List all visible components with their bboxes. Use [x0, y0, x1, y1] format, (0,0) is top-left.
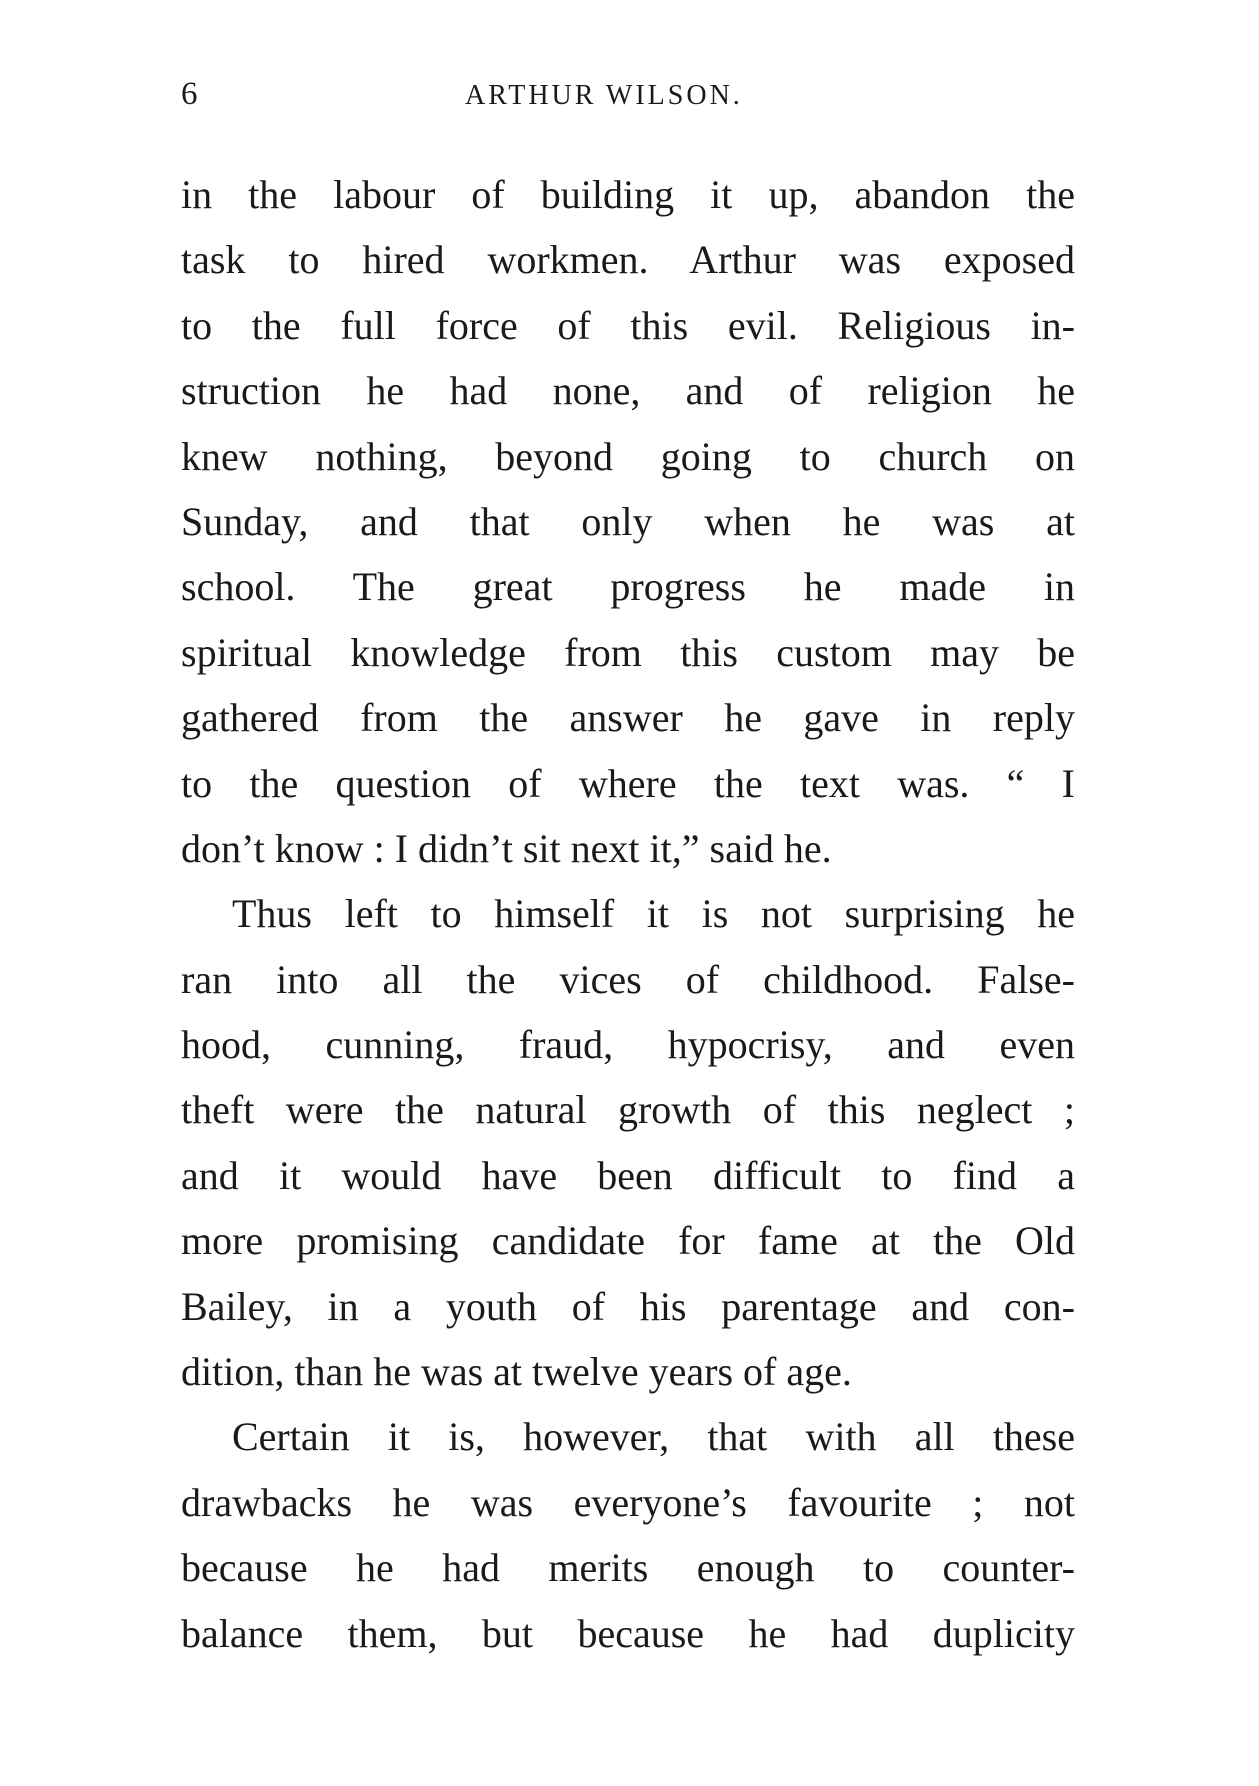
text-line: ran into all the vices of childhood. False-	[181, 956, 1075, 1002]
text-line: in the labour of building it up, abandon the	[181, 172, 1075, 217]
paragraph-2	[181, 881, 1075, 1404]
text-line: Bailey, in a youth of his parentage and con-	[181, 1283, 1075, 1329]
text-line: school. The great progress he made in	[181, 564, 1075, 610]
text-line: balance them, but because he had duplicity	[181, 1610, 1075, 1656]
text-line: Certain it is, however, that with all these	[232, 1414, 1075, 1460]
text-line: more promising candidate for fame at the Old	[181, 1218, 1075, 1264]
text-line: dition, than he was at twelve years of age.	[181, 1349, 852, 1395]
text-line: spiritual knowledge from this custom may be	[181, 629, 1075, 675]
text-line: Thus left to himself it is not surprising he	[232, 891, 1075, 937]
text-line: to the question of where the text was. “ I	[181, 760, 1075, 806]
text-line: knew nothing, beyond going to church on	[181, 433, 1075, 479]
body-text	[181, 162, 1075, 1666]
text-line: because he had merits enough to counter-	[181, 1545, 1075, 1591]
text-line: to the full force of this evil. Religious in-	[181, 302, 1075, 348]
text-line: task to hired workmen. Arthur was exposed	[181, 237, 1075, 283]
paragraph-3	[181, 1404, 1075, 1666]
text-line: theft were the natural growth of this neglect ;	[181, 1087, 1075, 1133]
page-number: 6	[181, 76, 199, 112]
text-line: drawbacks he was everyone’s favourite ; not	[181, 1479, 1075, 1525]
text-line: and it would have been difficult to find a	[181, 1152, 1075, 1198]
text-line: Sunday, and that only when he was at	[181, 498, 1075, 544]
paragraph-1	[181, 162, 1075, 881]
text-line: hood, cunning, fraud, hypocrisy, and even	[181, 1022, 1075, 1068]
running-title: ARTHUR WILSON.	[465, 80, 743, 111]
text-line: don’t know : I didn’t sit next it,” said he.	[181, 825, 832, 871]
text-line: struction he had none, and of religion he	[181, 368, 1075, 414]
text-line: gathered from the answer he gave in reply	[181, 695, 1075, 741]
